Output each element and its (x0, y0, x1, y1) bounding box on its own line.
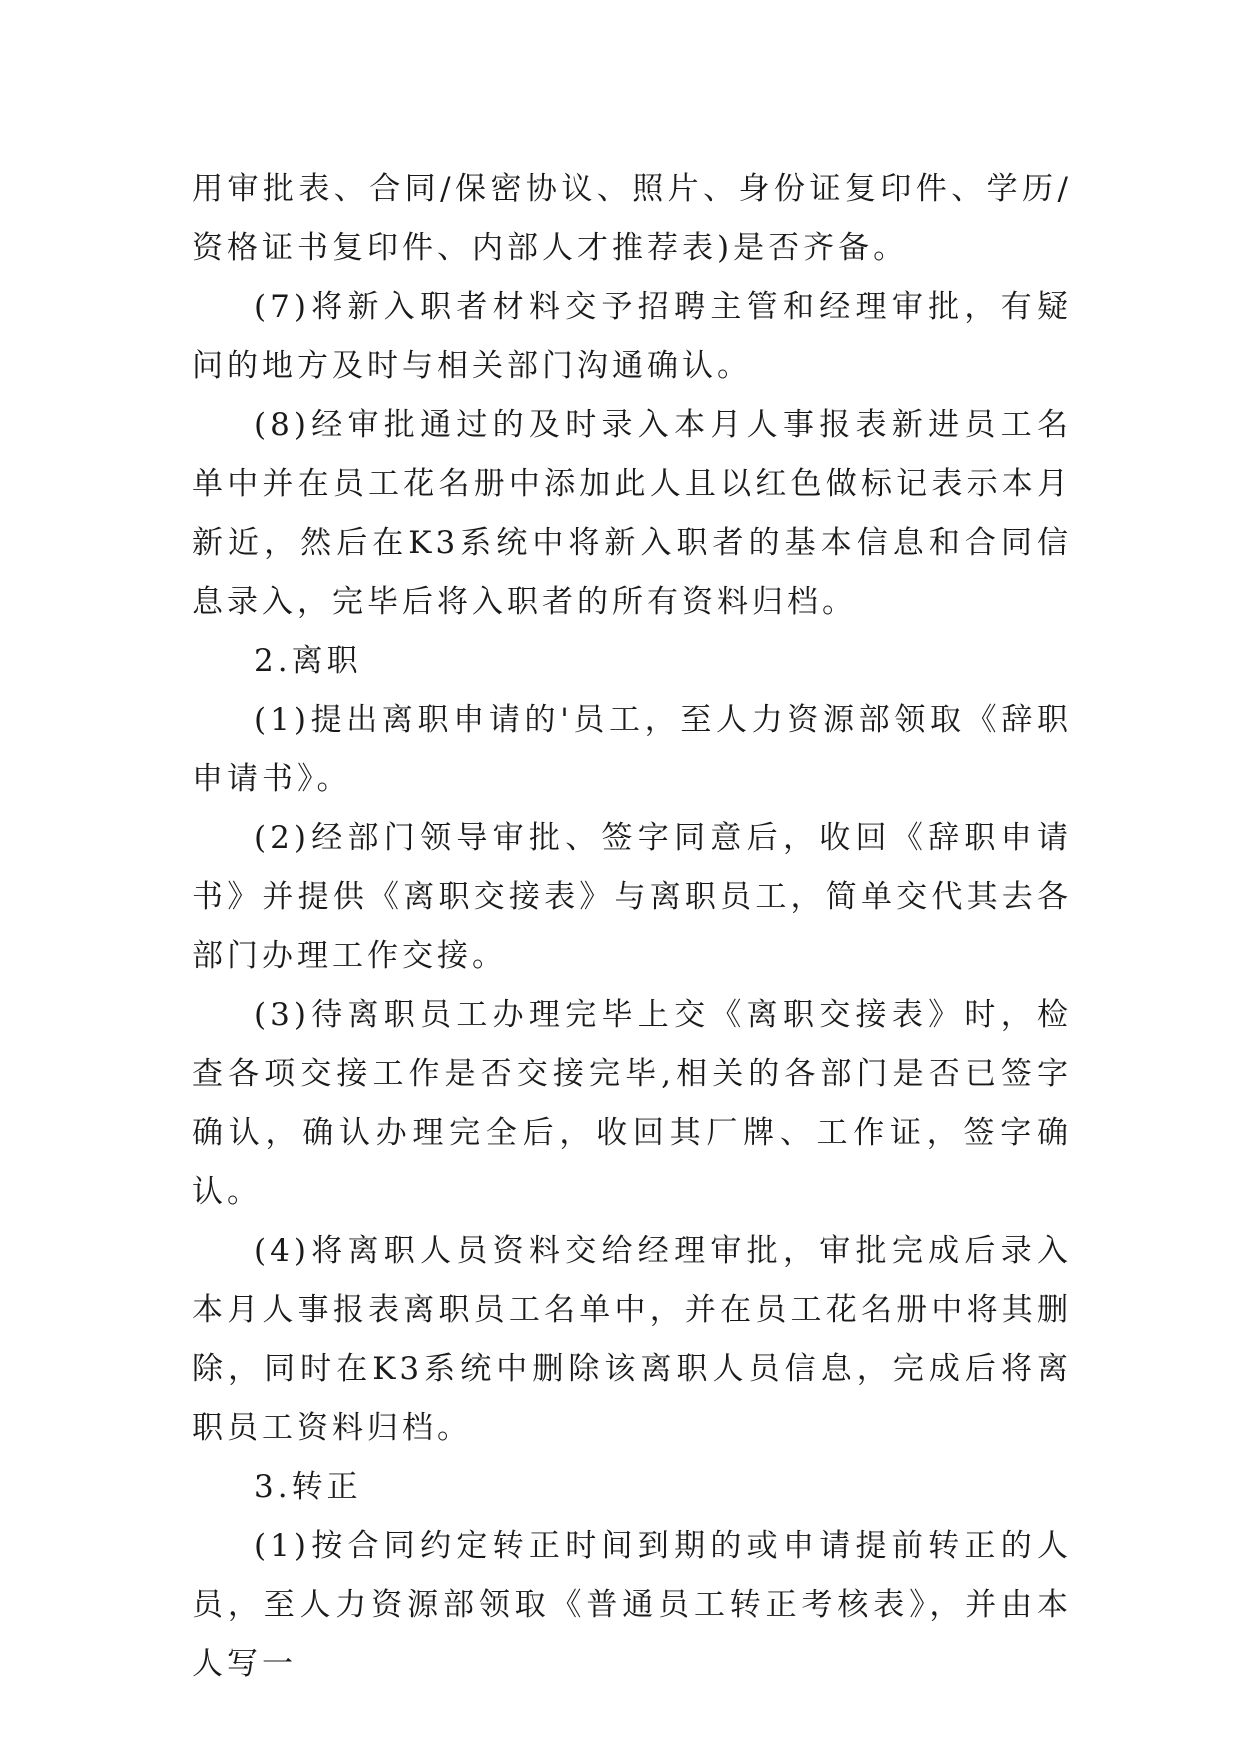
paragraph-resignation-2: (2)经部门领导审批、签字同意后，收回《辞职申请书》并提供《离职交接表》与离职员工，简单交代其去各部门办理工作交接。 (192, 820, 1072, 974)
paragraph-continuation: 用审批表、合同/保密协议、照片、身份证复印件、学历/资格证书复印件、内部人才推荐表)是否齐备。 (192, 171, 1072, 266)
paragraph-resignation-1: (1)提出离职申请的'员工，至人力资源部领取《辞职申请书》。 (192, 702, 1072, 797)
paragraph-item-8: (8)经审批通过的及时录入本月人事报表新进员工名单中并在员工花名册中添加此人且以红色做标记表示本月新近，然后在K3系统中将新入职者的基本信息和合同信息录入，完毕后将入职者的所有资料归档。 (192, 407, 1072, 620)
section-heading-regularization: 3.转正 (254, 1469, 362, 1505)
section-heading-resignation: 2.离职 (254, 643, 362, 679)
document-body (192, 160, 1072, 1694)
paragraph-regularization-1: (1)按合同约定转正时间到期的或申请提前转正的人员，至人力资源部领取《普通员工转正考核表》，并由本人写一 (192, 1528, 1072, 1682)
paragraph-item-7: (7)将新入职者材料交予招聘主管和经理审批，有疑问的地方及时与相关部门沟通确认。 (192, 289, 1072, 384)
paragraph-resignation-4: (4)将离职人员资料交给经理审批，审批完成后录入本月人事报表离职员工名单中，并在员工花名册中将其删除，同时在K3系统中删除该离职人员信息，完成后将离职员工资料归档。 (192, 1233, 1072, 1446)
paragraph-resignation-3: (3)待离职员工办理完毕上交《离职交接表》时，检查各项交接工作是否交接完毕,相关的各部门是否已签字确认，确认办理完全后，收回其厂牌、工作证，签字确认。 (192, 997, 1072, 1210)
